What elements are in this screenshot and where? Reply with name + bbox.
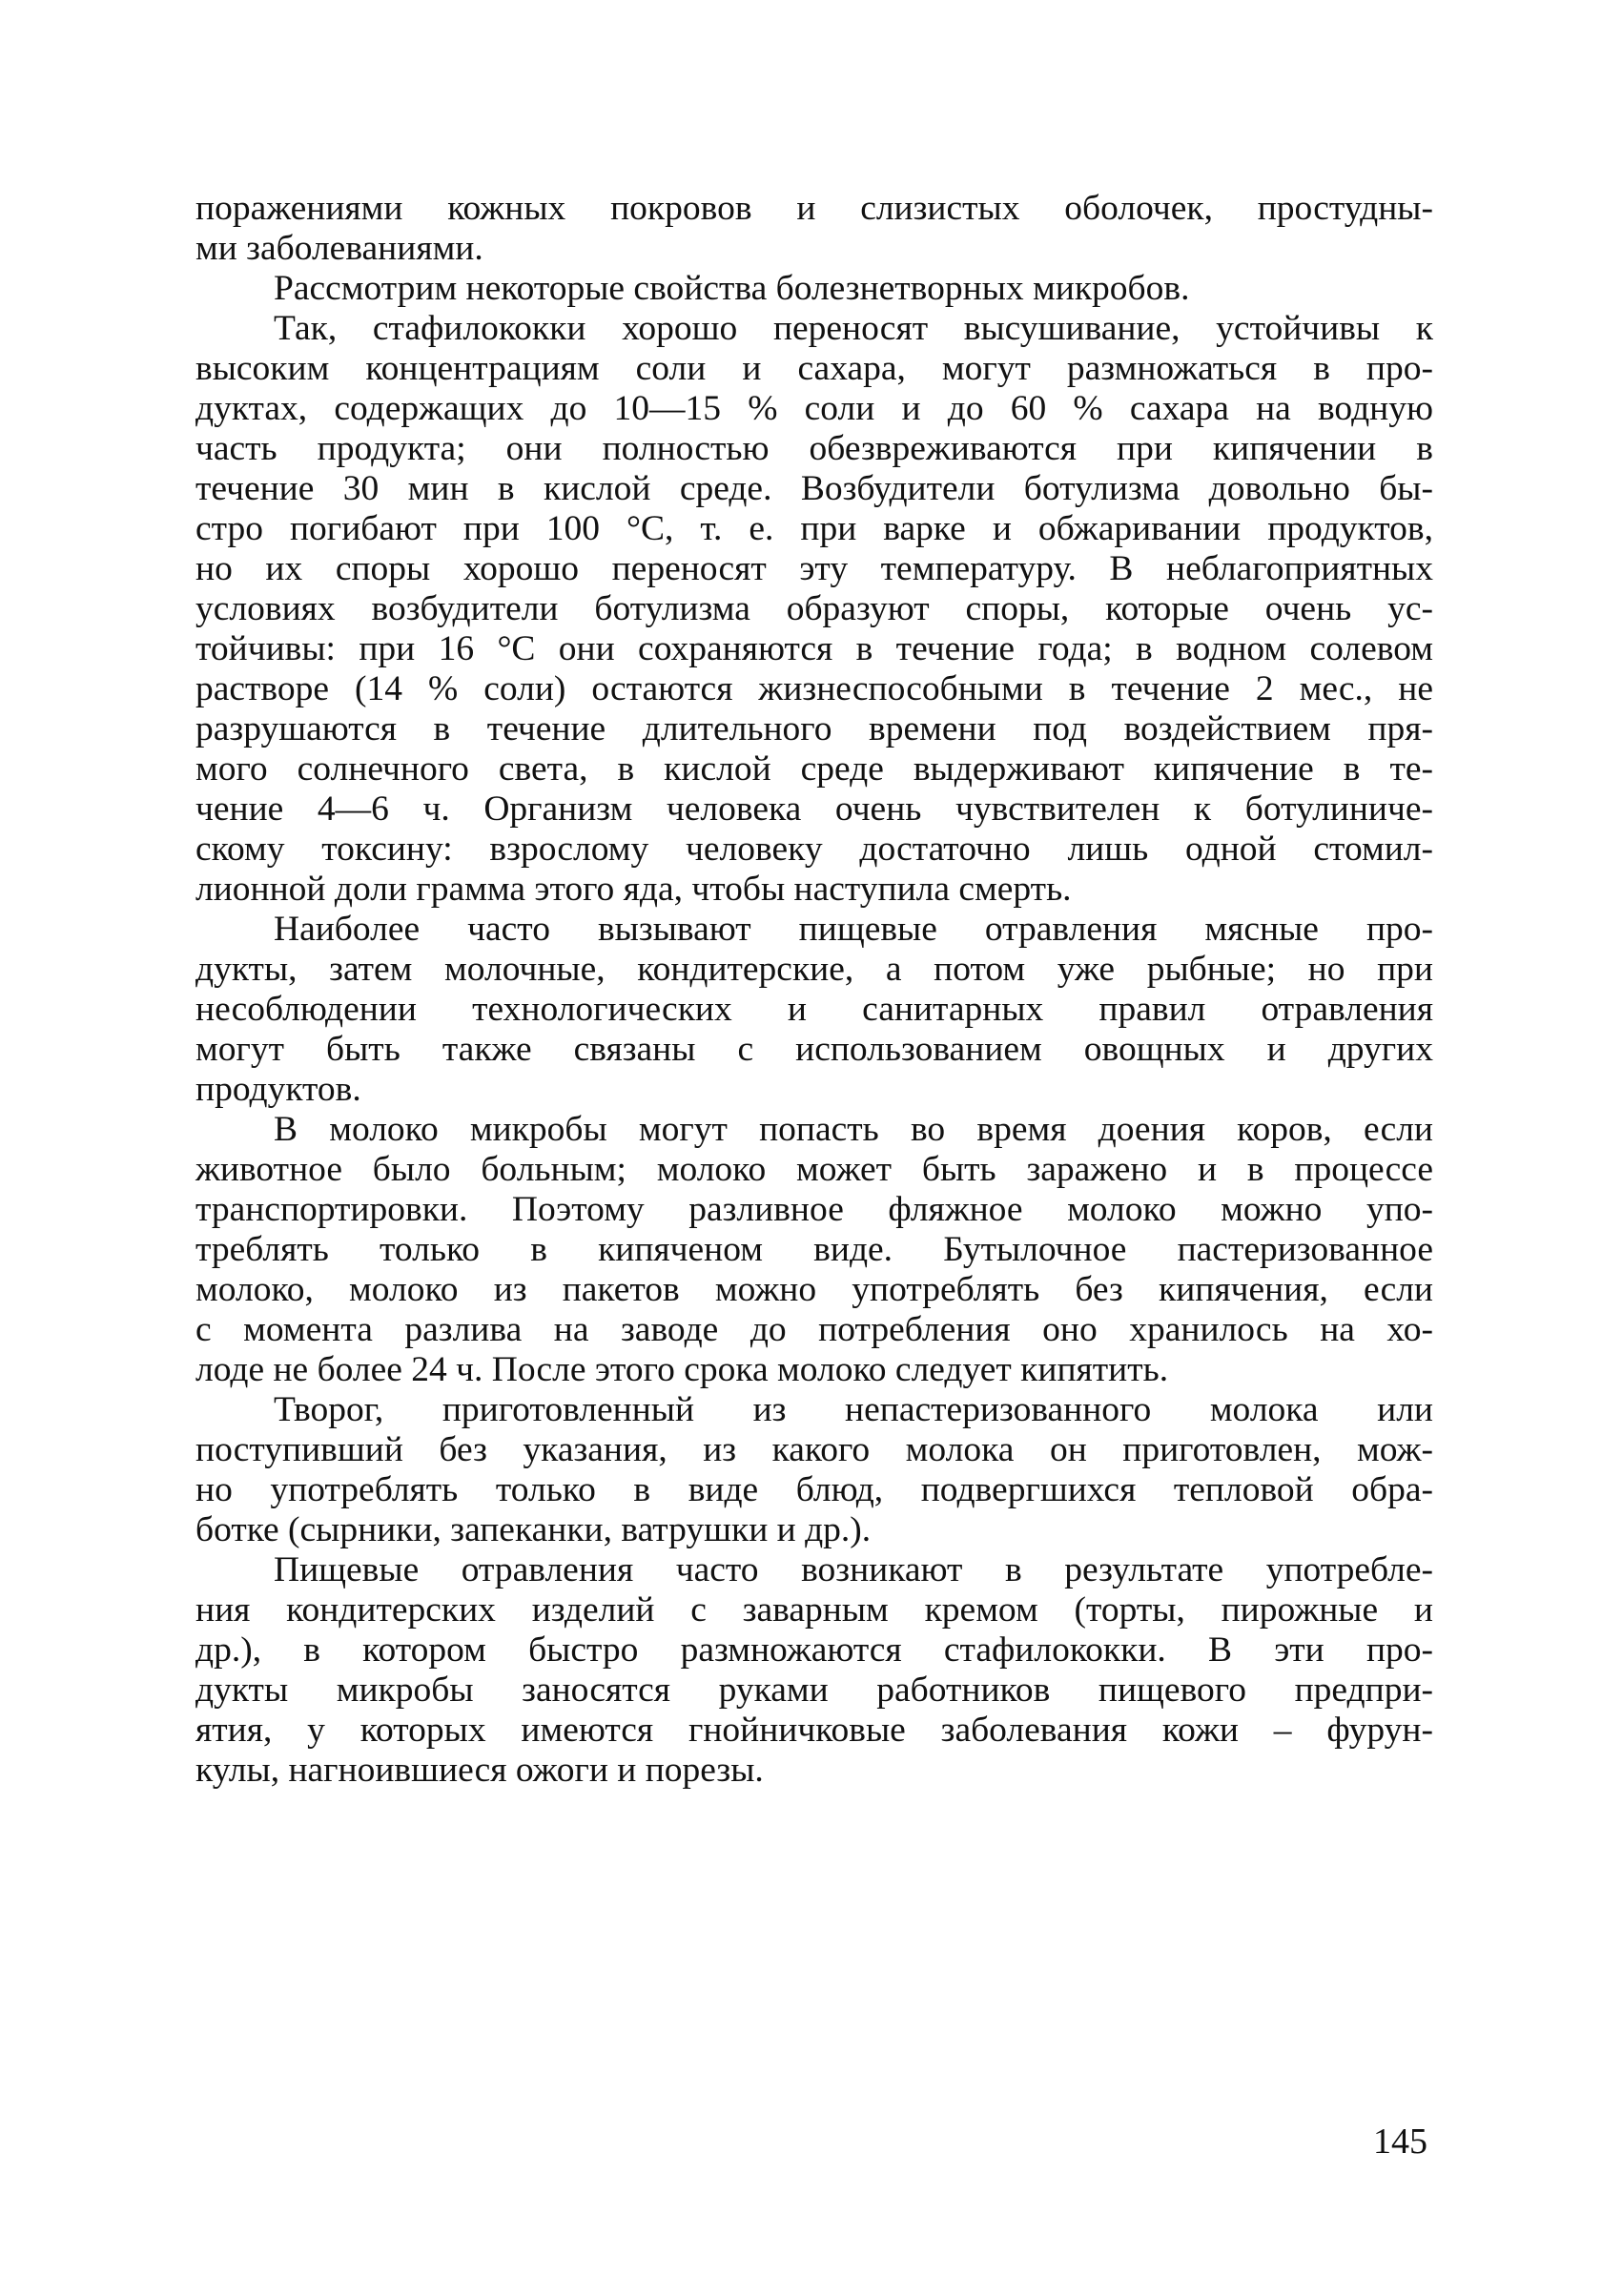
text-line: дукты микробы заносятся руками работников пищевого предпри- — [195, 1671, 1433, 1710]
text-line: растворе (14 % соли) остаются жизнеспособными в течение 2 мес., не — [195, 669, 1433, 708]
paragraph — [195, 1110, 1433, 1390]
text-line: тойчивы: при 16 °С они сохраняются в течение года; в водном солевом — [195, 629, 1433, 668]
text-line: треблять только в кипяченом виде. Бутылочное пастеризованное — [195, 1230, 1433, 1269]
text-line: но употреблять только в виде блюд, подвергшихся тепловой обра- — [195, 1470, 1433, 1509]
text-line: часть продукта; они полностью обезвреживаются при кипячении в — [195, 429, 1433, 468]
text-line: поступивший без указания, из какого молока он приготовлен, мож- — [195, 1430, 1433, 1469]
text-line: дукты, затем молочные, кондитерские, а потом уже рыбные; но при — [195, 950, 1433, 989]
text-line: ятия, у которых имеются гнойничковые заболевания кожи – фурун- — [195, 1711, 1433, 1750]
text-line: с момента разлива на заводе до потребления оно хранилось на хо- — [195, 1310, 1433, 1349]
text-line: разрушаются в течение длительного времени под воздействием пря- — [195, 709, 1433, 748]
paragraph — [195, 269, 1433, 309]
text-line: Так, стафилококки хорошо переносят высушивание, устойчивы к — [274, 309, 1433, 348]
text-line: условиях возбудители ботулизма образуют споры, которые очень ус- — [195, 589, 1433, 628]
text-line: поражениями кожных покровов и слизистых оболочек, простудны- — [195, 189, 1433, 228]
text-line: но их споры хорошо переносят эту температуру. В неблагоприятных — [195, 549, 1433, 588]
text-line: молоко, молоко из пакетов можно употреблять без кипячения, если — [195, 1270, 1433, 1309]
text-line: ния кондитерских изделий с заварным кремом (торты, пирожные и — [195, 1590, 1433, 1630]
paragraph — [195, 1390, 1433, 1550]
text-line: скому токсину: взрослому человеку достаточно лишь одной стомил- — [195, 830, 1433, 869]
text-line: лионной доли грамма этого яда, чтобы наступила смерть. — [195, 870, 1072, 909]
text-line: несоблюдении технологических и санитарных правил отравления — [195, 990, 1433, 1029]
text-line: течение 30 мин в кислой среде. Возбудители ботулизма довольно бы- — [195, 469, 1433, 508]
text-line: ботке (сырники, запеканки, ватрушки и др.). — [195, 1510, 872, 1549]
paragraph — [195, 910, 1433, 1110]
text-line: высоким концентрациям соли и сахара, могут размножаться в про- — [195, 349, 1433, 388]
paragraph — [195, 189, 1433, 269]
text-line: Рассмотрим некоторые свойства болезнетворных микробов. — [274, 269, 1190, 308]
text-line: ми заболеваниями. — [195, 229, 483, 268]
text-line: Пищевые отравления часто возникают в результате употребле- — [274, 1550, 1433, 1589]
text-line: чение 4—6 ч. Организм человека очень чувствителен к ботулиниче- — [195, 789, 1433, 829]
text-line: животное было больным; молоко может быть заражено и в процессе — [195, 1150, 1433, 1189]
paragraph — [195, 1550, 1433, 1791]
text-line: дуктах, содержащих до 10—15 % соли и до 60 % сахара на водную — [195, 389, 1433, 428]
text-line: Наиболее часто вызывают пищевые отравления мясные про- — [274, 910, 1433, 949]
text-line: лоде не более 24 ч. После этого срока молоко следует кипятить. — [195, 1350, 1169, 1389]
text-line: В молоко микробы могут попасть во время доения коров, если — [274, 1110, 1433, 1149]
text-line: др.), в котором быстро размножаются стафилококки. В эти про- — [195, 1630, 1433, 1670]
page-number: 145 — [1373, 2122, 1427, 2162]
text-line: могут быть также связаны с использованием овощных и других — [195, 1030, 1433, 1069]
text-line: Творог, приготовленный из непастеризованного молока или — [274, 1390, 1433, 1429]
text-line: кулы, нагноившиеся ожоги и порезы. — [195, 1751, 764, 1790]
paragraph — [195, 309, 1433, 910]
page-body-text — [195, 189, 1433, 1791]
text-line: мого солнечного света, в кислой среде выдерживают кипячение в те- — [195, 749, 1433, 789]
text-line: стро погибают при 100 °С, т. е. при варке и обжаривании продуктов, — [195, 509, 1433, 548]
text-line: транспортировки. Поэтому разливное фляжное молоко можно упо- — [195, 1190, 1433, 1229]
text-line: продуктов. — [195, 1070, 361, 1109]
